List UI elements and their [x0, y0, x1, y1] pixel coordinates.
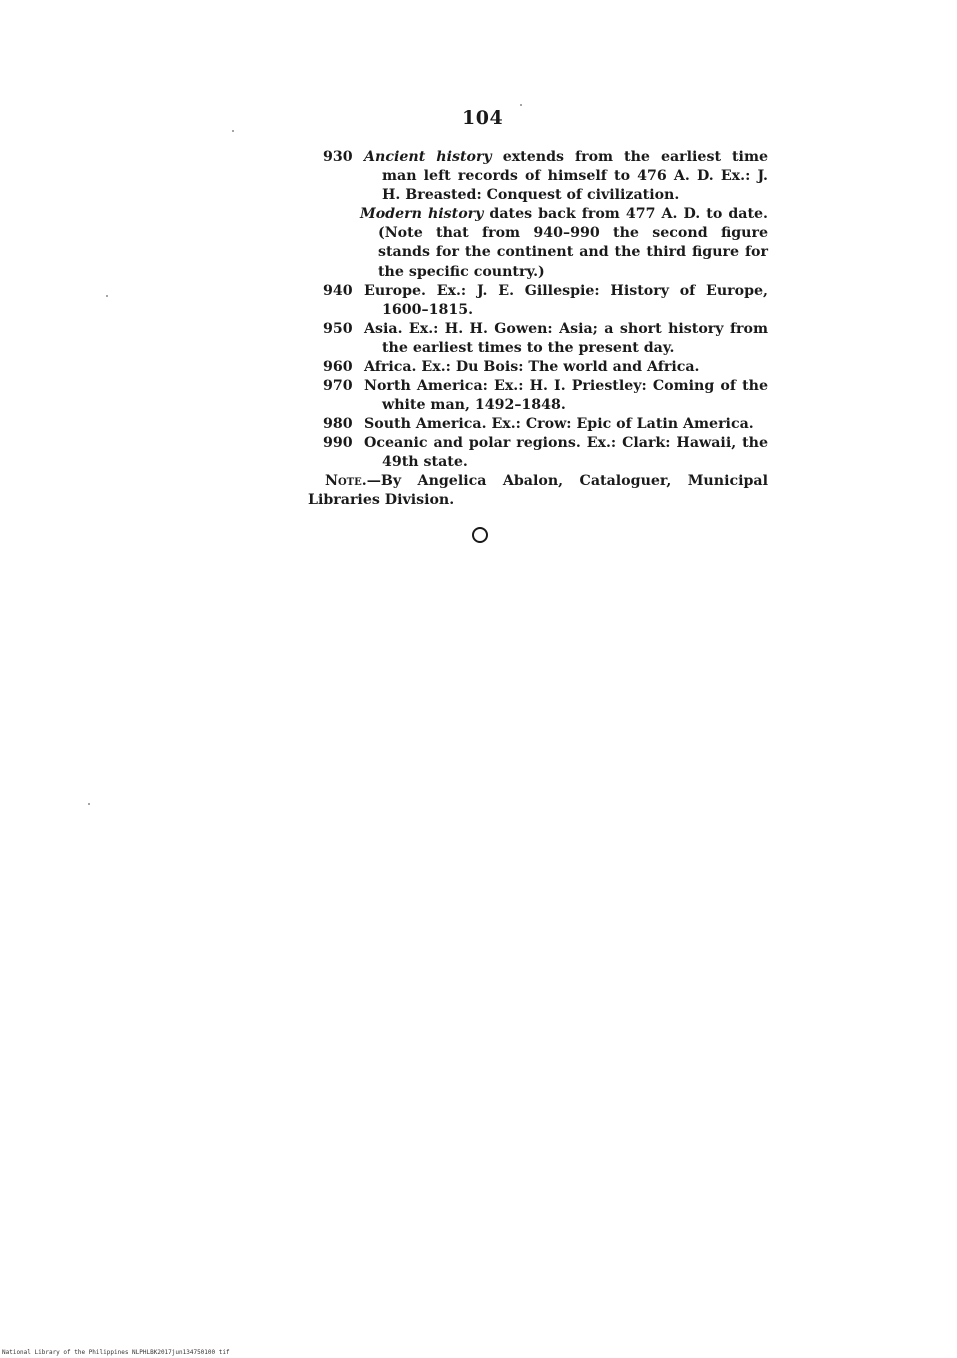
scan-footer: National Library of the Philippines NLPHLBK2017jun134750100 tif [2, 1349, 230, 1356]
note-text: —By Angelica Abalon, Cataloguer, Municipal Libraries Division. [308, 473, 768, 509]
entry-heading: Modern history [360, 206, 484, 222]
entry-text: North America: Ex.: H. I. Priestley: Coming of the white man, 1492–1848. [364, 378, 768, 414]
entry-heading: Ancient history [364, 149, 492, 165]
entry-text: Asia. Ex.: H. H. Gowen: Asia; a short history from the earliest times to the present day. [364, 321, 768, 357]
entry-text: South America. Ex.: Crow: Epic of Latin America. [364, 416, 754, 432]
scan-speck [520, 104, 522, 106]
class-number: 940 [323, 283, 353, 299]
entry-text: Africa. Ex.: Du Bois: The world and Africa. [364, 359, 700, 375]
classification-entry-970 [323, 377, 768, 415]
entry-text: Oceanic and polar regions. Ex.: Clark: Hawaii, the 49th state. [364, 435, 768, 471]
class-number: 970 [323, 378, 353, 394]
page-number: 104 [462, 107, 504, 129]
end-ornament-circle [472, 527, 488, 543]
class-number: 980 [323, 416, 353, 432]
entry-description: dates back from 477 A. D. to date. (Note that from 940–990 the second figure stands for the continent and the third figure for the specific country.) [378, 206, 768, 280]
entry-text [360, 205, 768, 282]
cataloguer-note [308, 472, 768, 510]
entry-description: extends from the earliest time man left records of himself to 476 A. D. Ex.: J. H. Breasted: Conquest of civilization. [382, 149, 768, 204]
scan-speck [106, 295, 108, 297]
classification-entry-990 [323, 434, 768, 472]
classification-entry-940 [323, 282, 768, 320]
classification-entry-950 [323, 320, 768, 358]
class-number: 930 [323, 149, 353, 165]
entry-text [364, 148, 768, 206]
classification-entry-980 [323, 415, 768, 434]
scan-speck [232, 130, 234, 132]
scan-speck [88, 803, 90, 805]
class-number: 990 [323, 435, 353, 451]
entry-text: Europe. Ex.: J. E. Gillespie: History of Europe, 1600–1815. [364, 283, 768, 319]
class-number: 950 [323, 321, 353, 337]
class-number: 960 [323, 359, 353, 375]
note-label: Note. [325, 473, 367, 489]
classification-entry-modern [323, 205, 768, 282]
classification-entry-960 [323, 358, 768, 377]
classification-entry-930 [323, 148, 768, 206]
